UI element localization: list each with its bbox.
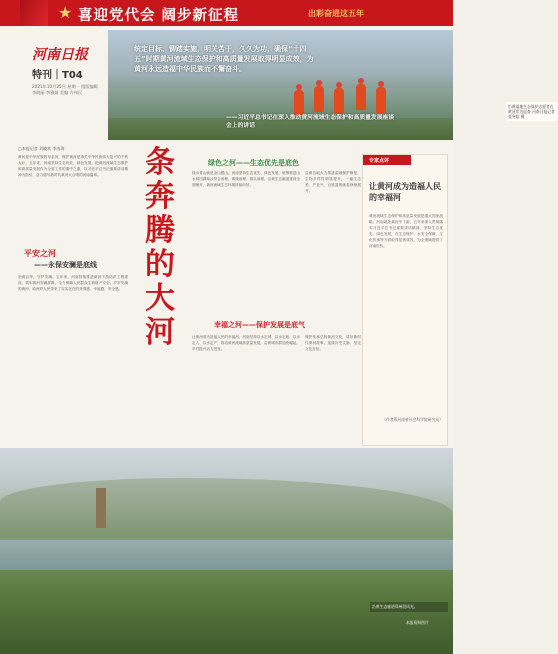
commentary-box <box>362 154 448 446</box>
section-heading-red: 幸福之河——保护发展是底气 <box>214 321 305 329</box>
volunteer-figure <box>334 88 344 114</box>
green-body-col2: 沿黄各地大力推进湿地保护修复，生物多样性明显提升，一幅生态美、产业兴、百姓富的画卷徐徐展开。 <box>305 171 361 193</box>
intro-paragraph: 黄河是中华民族的母亲河，保护黄河是事关中华民族伟大复兴的千秋大计。五年来，河南坚持生态优先、绿色发展，把黄河流域生态保护和高质量发展作为全省工作的重中之重，以习近平总书记重要讲话精神为指引，奋力谱写新时代黄河大合唱的河南篇章。 <box>18 155 128 177</box>
section-heading-green: 绿色之河——生态优先是底色 <box>208 159 299 167</box>
volunteer-figure <box>376 87 386 113</box>
section-body: 治黄百年，守护安澜。五年来，河南持续推进黄河下游防洪工程建设，筑牢黄河安澜屏障，全力保障人民群众生命财产安全。岁岁安澜的黄河，给两岸人民带来了实实在在的获得感、幸福感、安全感。 <box>18 275 128 291</box>
banner-subtitle: 出彩奋进这五年 <box>308 9 364 18</box>
bottom-photo-caption: 沿黄生态廊道郑州段风光。 <box>370 602 448 612</box>
byline: □本报记者 刘晓欢 李由海 <box>18 146 65 151</box>
volunteer-figure <box>356 84 366 110</box>
photo-tower <box>96 488 106 528</box>
green-body-col1: 绿水青山就是金山银山。河南坚持生态优先、绿色发展，统筹推进山水林田湖草沙综合治理、系统治理、源头治理，沿黄生态廊道建设全面铺开，黄河流域生态环境持续向好。 <box>192 171 300 187</box>
commentary-author: （作者系河南省社会科学院研究员） <box>382 417 443 422</box>
section-label: 特刊｜T04 <box>32 70 83 81</box>
masthead <box>4 30 108 122</box>
volunteer-figure <box>294 90 304 116</box>
bottom-photo <box>0 448 453 654</box>
section-subheading: ——永保安澜是底线 <box>34 260 97 269</box>
section-heading: 平安之河 <box>24 248 56 258</box>
banner-title: 喜迎党代会 阔步新征程 <box>78 8 240 24</box>
hero-quote: 统定目标、铆踏实施，明关苦干，久久为功，确保“十四五”时期黄河流域生态保护和高质量发展取得明显成效，为黄河永远造福中华民族而不懈奋斗。 <box>134 45 314 73</box>
hero-photo <box>108 30 555 140</box>
main-headline: 条奔腾的大河 <box>145 145 175 350</box>
commentary-body: 黄河流域生态保护和高质量发展是重大国家战略。河南地处黄河中下游，五年来深入贯彻落实习近平总书记重要讲话精神，坚持生态优先、绿色发展，在生态保护、水安全保障、文化传承等方面取得显著成效，为全流域提供了河南经验。 <box>369 214 443 248</box>
top-banner <box>0 0 453 26</box>
hero-caption: 沿黄湿地生态保护志愿者在黄河岸边巡查 河南日报记者 聂冬晗 摄 <box>506 102 558 121</box>
star-icon: ★ <box>58 3 73 22</box>
flag-icon <box>20 0 48 26</box>
newspaper-logo: 河南日报 <box>32 47 88 63</box>
photo-river <box>0 540 453 570</box>
red-body-col1: 让黄河成为造福人民的幸福河。河南坚持以水定城、以水定地、以水定人、以水定产，推动黄河流域高质量发展，沿黄城市群加快崛起，乡村振兴活力迸发。 <box>192 335 300 351</box>
photo-hill <box>0 478 453 538</box>
bottom-photo-source: 本报资料图片 <box>406 620 429 625</box>
hero-quote-source: ——习近平总书记在深入推动黄河流域生态保护和高质量发展座谈会上的讲话 <box>226 115 395 129</box>
volunteer-figure <box>314 86 324 112</box>
issue-meta: 2021年10月25日 星期一 组版编辑 李晓丽 李雅娟 美编 方伟民 <box>32 84 98 95</box>
commentary-tag: 专家点评 <box>363 155 411 165</box>
red-body-col2: 保护传承弘扬黄河文化，讲好新时代黄河故事，延续历史文脉，坚定文化自信。 <box>305 335 361 351</box>
commentary-title: 让黄河成为造福人民的幸福河 <box>369 181 441 202</box>
